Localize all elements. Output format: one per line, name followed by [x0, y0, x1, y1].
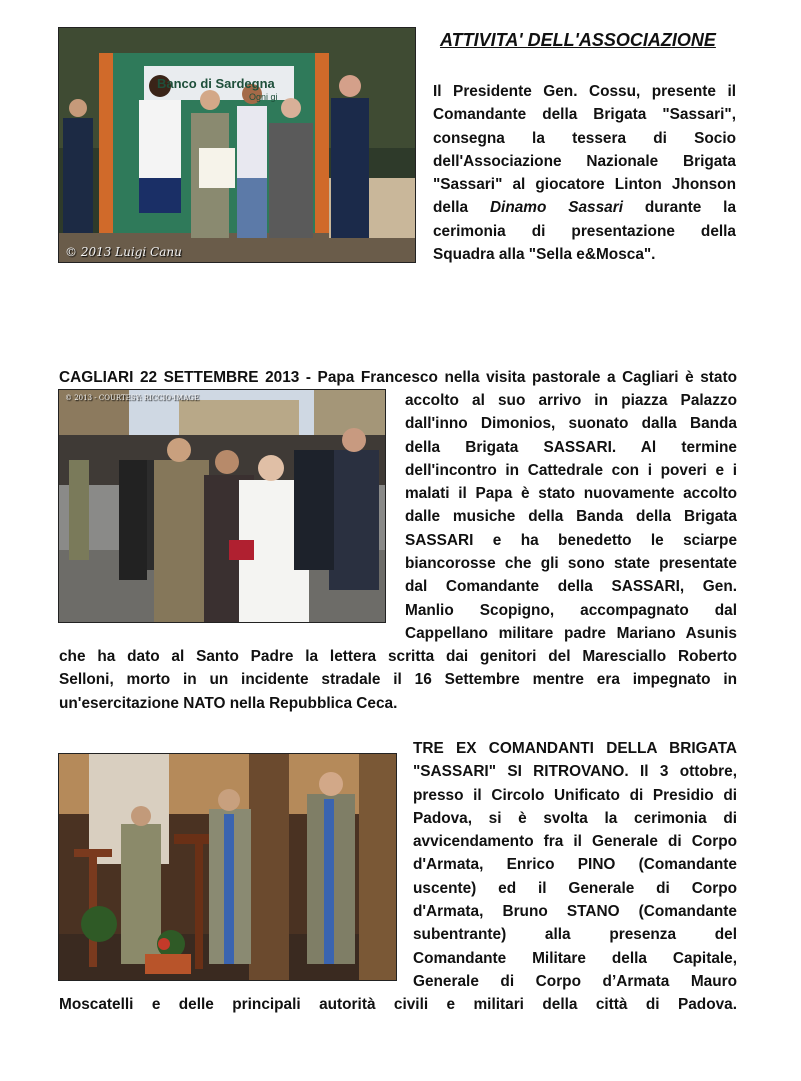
text-line: CAGLIARI 22 SETTEMBRE 2013 - Papa Francesco nella visita pastorale a Cagliari è stato — [59, 369, 737, 386]
text-line: SASSARI e ha benedetto le sciarpe — [405, 531, 737, 549]
text-line: dall'inno Dimonios, suonato dalla Banda — [405, 415, 737, 433]
text-line: "SASSARI" SI RITROVANO. Il 3 ottobre, — [413, 763, 737, 781]
text-line: dalle musiche della Banda della Brigata — [405, 508, 737, 526]
text-line: Generale di Corpo d’Armata Mauro — [413, 972, 737, 990]
text-line: presso il Circolo Unificato di Presidio di — [413, 786, 737, 804]
section2-full-text — [59, 645, 737, 715]
photo-pope-visit — [58, 389, 386, 623]
text-line: Squadra alla "Sella e&Mosca". — [433, 246, 656, 264]
text-line: malati il Papa è stato nuovamente accolto — [405, 485, 737, 503]
text-line: avvicendamento fra il Generale di Corpo — [413, 833, 737, 851]
text-line: Il Presidente Gen. Cossu, presente il — [433, 83, 736, 100]
section3-side-text — [413, 737, 737, 993]
text-line: che ha dato al Santo Padre la lettera scritta dai genitori del Maresciallo Roberto — [59, 648, 737, 665]
text-line: dell'incontro in Cattedrale con i poveri e i — [405, 461, 737, 479]
text-line: "Sassari" al giocatore Linton Jhonson — [433, 176, 736, 194]
text-line: dal Comandante della SASSARI, Gen. — [405, 578, 737, 596]
text-line: Cappellano militare padre Mariano Asunis — [405, 624, 737, 642]
text-line: TRE EX COMANDANTI DELLA BRIGATA — [413, 740, 737, 757]
text-line: Padova, si è svolta la cerimonia di — [413, 809, 737, 827]
section1-text — [433, 80, 736, 266]
photo-command-handover — [58, 753, 397, 981]
banner-text: Banco di Sardegna — [157, 76, 275, 91]
text-line: Manlio Scopigno, accompagnato dal — [405, 601, 737, 619]
text-line: della Brigata SASSARI. Al termine — [405, 438, 737, 456]
text-line: dell'Associazione Nazionale Brigata — [433, 152, 736, 170]
photo-watermark: © 2013 - COURTESY: RICCIO·IMAGE — [65, 394, 200, 402]
text-line — [433, 196, 736, 219]
text-line: d'Armata, Enrico PINO (Comandante — [413, 856, 737, 874]
text-line: Comandante Militare della Capitale, — [413, 949, 737, 967]
text-line: d'Armata, Bruno STANO (Comandante — [413, 903, 737, 921]
text-line: consegna la tessera di Socio — [433, 129, 736, 147]
team-name: Dinamo Sassari — [489, 199, 624, 217]
photo-basketball-ceremony — [58, 27, 416, 263]
text-line: Selloni, morto in un incidente stradale il 16 Settembre mentre era impegnato in — [59, 671, 737, 689]
text-line: uscente) ed il Generale di Corpo — [413, 879, 737, 897]
section2-side-text — [405, 389, 737, 645]
photo-watermark: © 2013 Luigi Canu — [65, 245, 182, 259]
text-line: Moscatelli e delle principali autorità civili e militari della città di Padova. — [59, 996, 737, 1013]
text-fragment: della — [433, 199, 490, 217]
text-fragment: durante la — [623, 199, 737, 217]
text-line: Comandante della Brigata "Sassari", — [433, 106, 736, 124]
banner-subtext: Ogni gi — [249, 92, 278, 102]
section2-first-line — [59, 366, 737, 389]
text-line: subentrante) alla presenza del — [413, 926, 737, 944]
section-heading: ATTIVITA' DELL'ASSOCIAZIONE — [440, 30, 716, 50]
text-line: un'esercitazione NATO nella Repubblica Ceca. — [59, 694, 398, 712]
text-line: accolto al suo arrivo in piazza Palazzo — [405, 392, 737, 409]
text-line: cerimonia di presentazione della — [433, 222, 736, 240]
section3-full-text — [59, 993, 737, 1016]
text-line: biancorosse che gli sono state presentate — [405, 555, 737, 573]
